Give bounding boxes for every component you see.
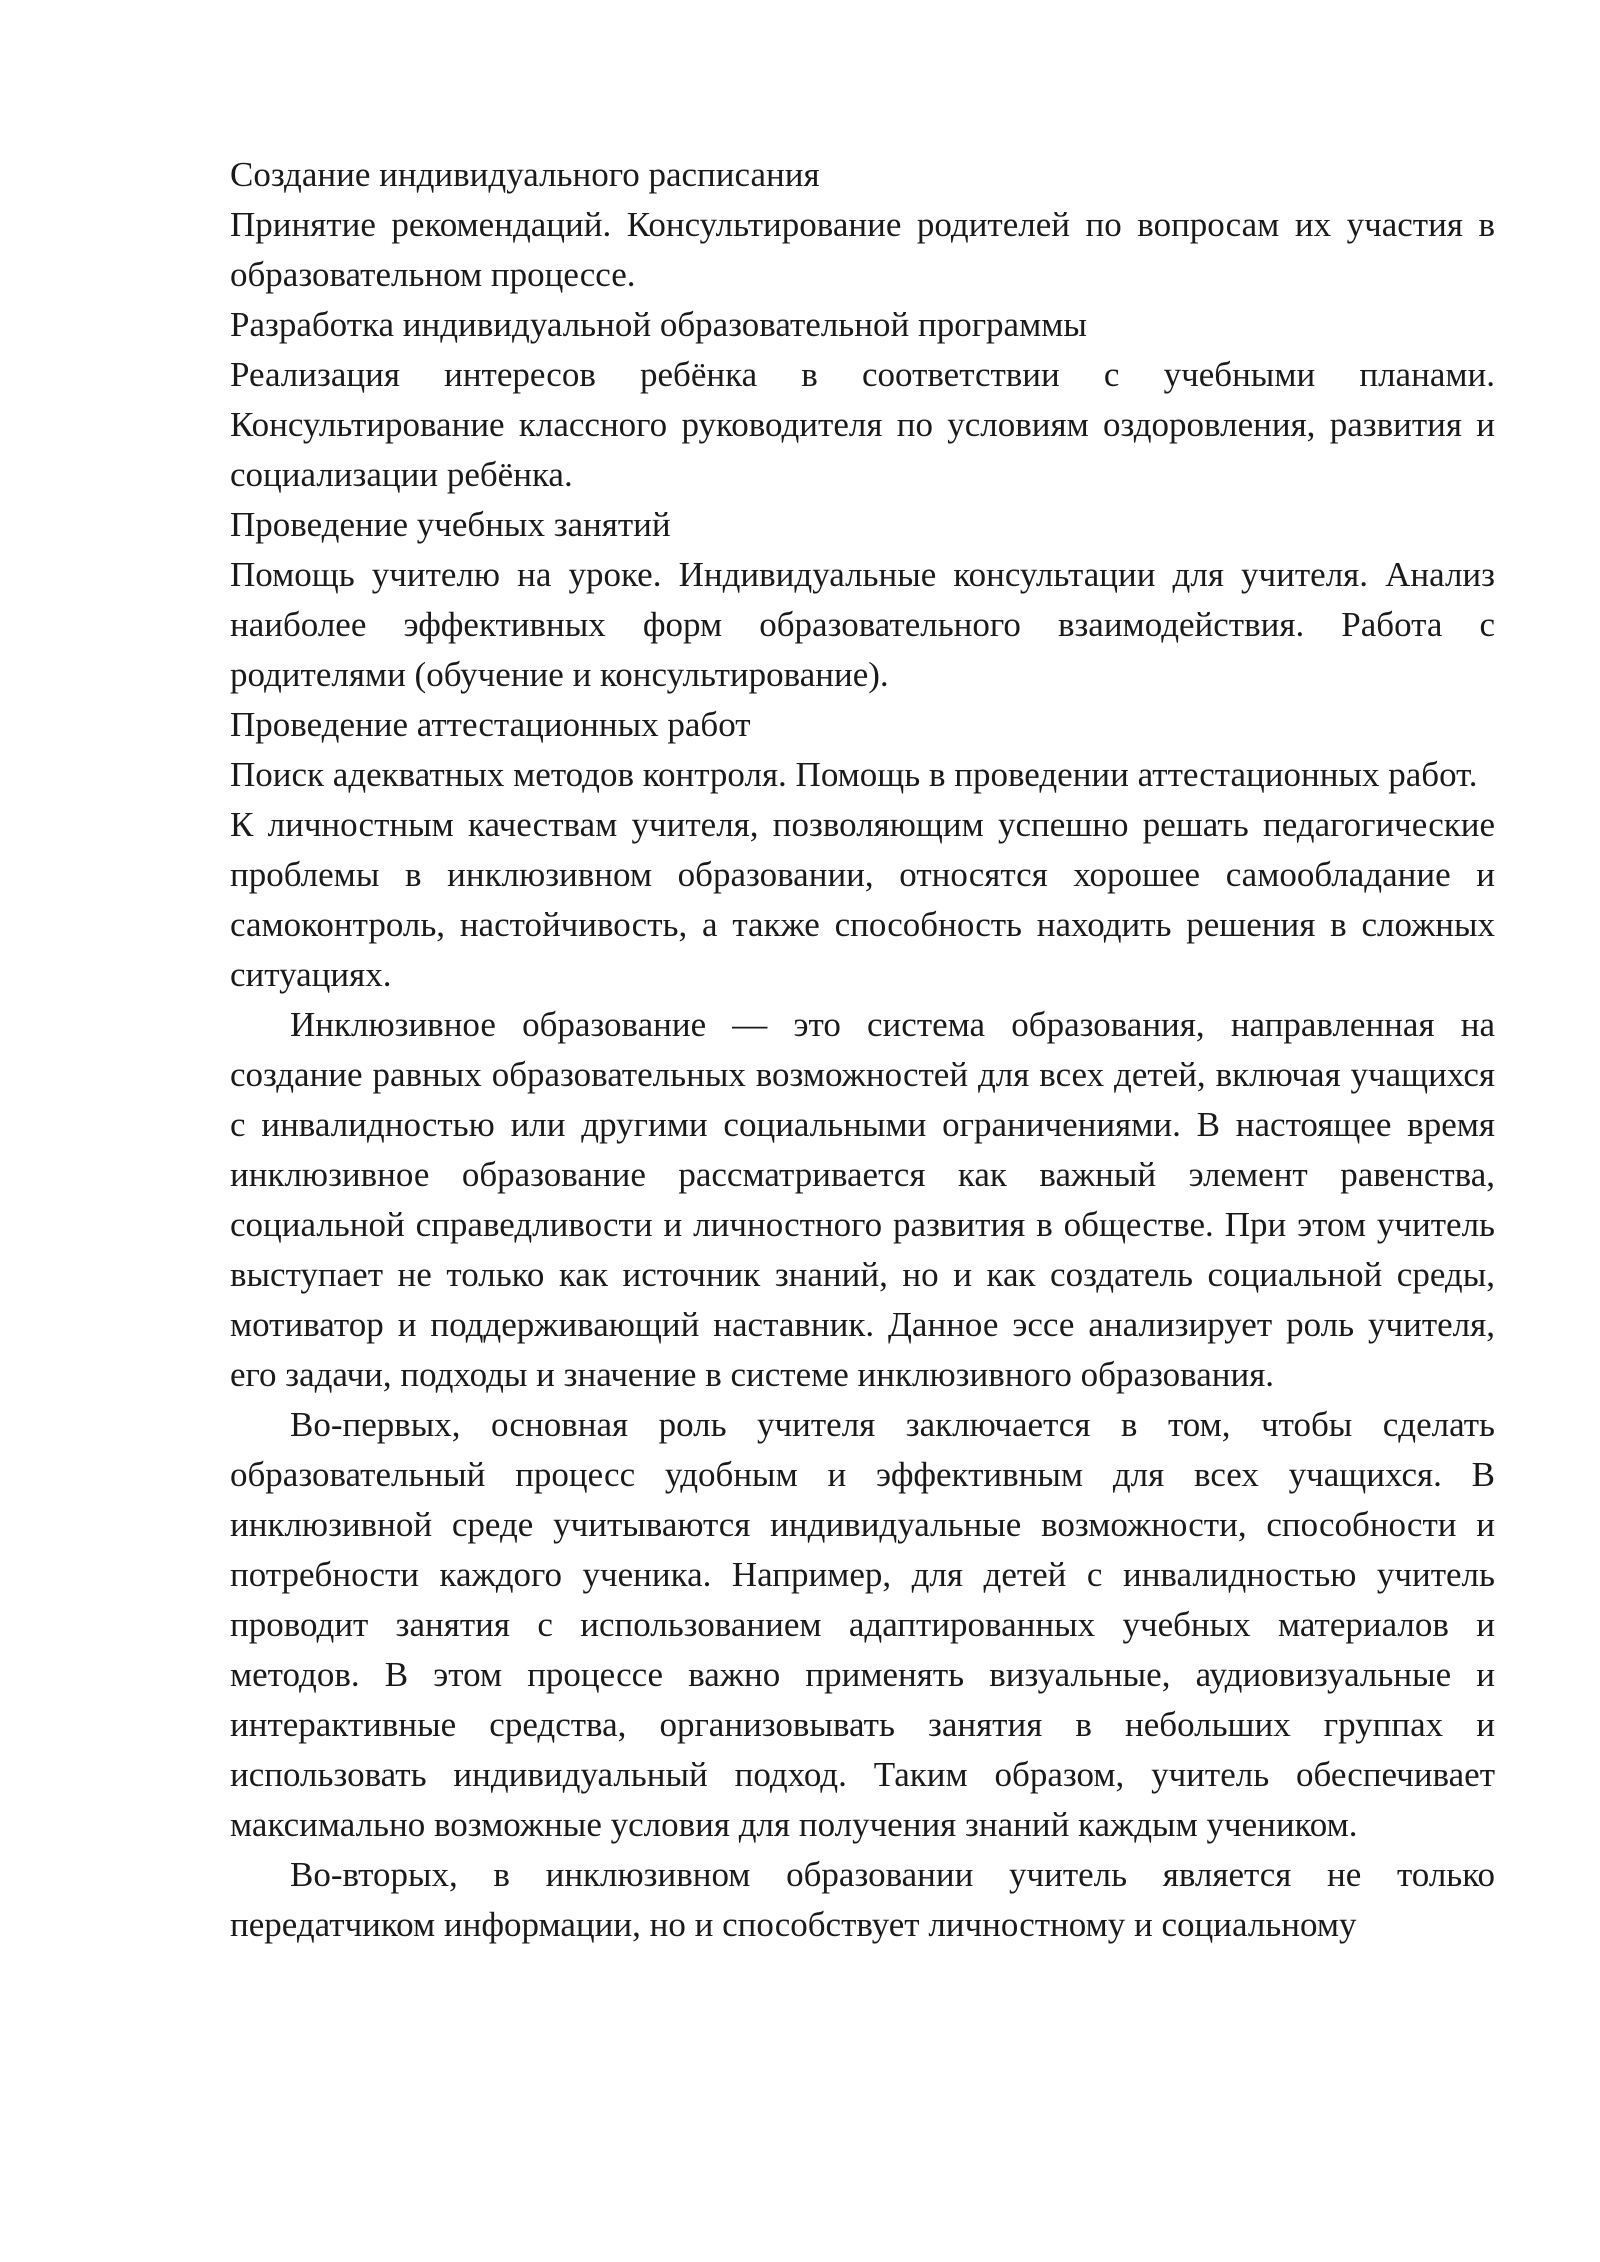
paragraph-8: Поиск адекватных методов контроля. Помощь в проведении аттестационных работ. bbox=[230, 755, 1478, 794]
paragraph-7: Проведение аттестационных работ bbox=[230, 705, 751, 744]
paragraph-4: Реализация интересов ребёнка в соответствии с учебными планами. Консультирование классного руководителя по условиям оздоровления, развития и социализации ребёнка. bbox=[230, 355, 1495, 494]
paragraph-3: Разработка индивидуальной образовательной программы bbox=[230, 305, 1087, 344]
paragraph-11: Во-первых, основная роль учителя заключается в том, чтобы сделать образовательный процесс удобным и эффективным для всех учащихся. В инклюзивной среде учитываются индивидуальные возможности, способности и потребности каждого ученика. Например, для детей с инвалидностью учитель проводит занятия с использованием адаптированных учебных материалов и методов. В этом процессе важно применять визуальные, аудиовизуальные и интерактивные средства, организовывать занятия в небольших группах и использовать индивидуальный подход. Таким образом, учитель обеспечивает максимально возможные условия для получения знаний каждым учеником. bbox=[230, 1405, 1495, 1844]
paragraph-6: Помощь учителю на уроке. Индивидуальные консультации для учителя. Анализ наиболее эффективных форм образовательного взаимодействия. Работа с родителями (обучение и консультирование). bbox=[230, 555, 1495, 694]
paragraph-9: К личностным качествам учителя, позволяющим успешно решать педагогические проблемы в инклюзивном образовании, относятся хорошее самообладание и самоконтроль, настойчивость, а также способность находить решения в сложных ситуациях. bbox=[230, 805, 1495, 994]
paragraph-5: Проведение учебных занятий bbox=[230, 505, 671, 544]
paragraph-10: Инклюзивное образование — это система образования, направленная на создание равных образовательных возможностей для всех детей, включая учащихся с инвалидностью или другими социальными ограничениями. В настоящее время инклюзивное образование рассматривается как важный элемент равенства, социальной справедливости и личностного развития в обществе. При этом учитель выступает не только как источник знаний, но и как создатель социальной среды, мотиватор и поддерживающий наставник. Данное эссе анализирует роль учителя, его задачи, подходы и значение в системе инклюзивного образования. bbox=[230, 1005, 1495, 1394]
paragraph-1: Создание индивидуального расписания bbox=[230, 155, 820, 194]
paragraph-12: Во-вторых, в инклюзивном образовании учитель является не только передатчиком информации, но и способствует личностному и социальному bbox=[230, 1855, 1495, 1944]
document-page bbox=[230, 150, 1495, 1950]
paragraph-2: Принятие рекомендаций. Консультирование родителей по вопросам их участия в образовательном процессе. bbox=[230, 205, 1495, 294]
